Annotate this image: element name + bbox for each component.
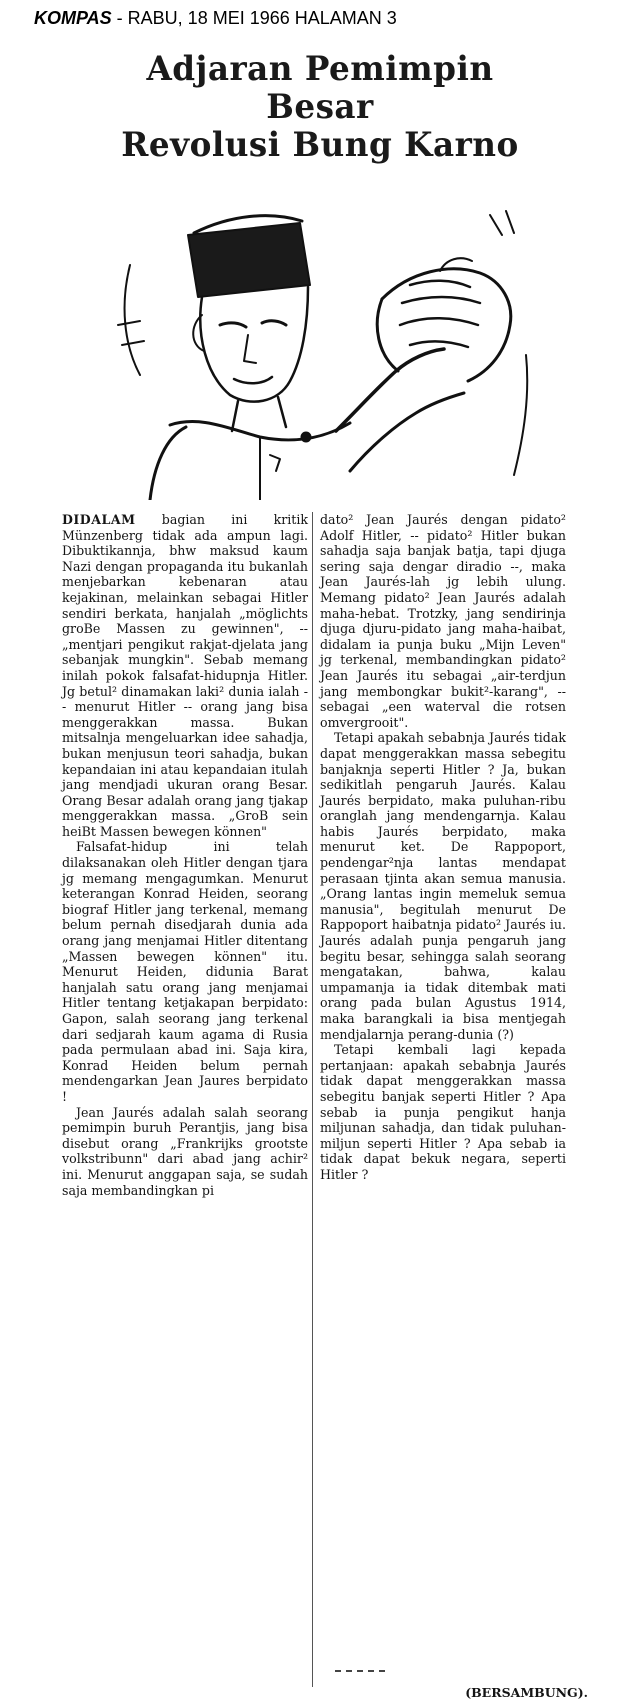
column-divider <box>312 512 313 1687</box>
speaker-illustration <box>110 175 540 500</box>
title-line-1: Adjaran Pemimpin Besar <box>146 49 494 128</box>
article-title <box>80 50 560 164</box>
article-paragraph: Falsafat-hidup ini telah dilaksanakan oleh Hitler dengan tjara jg memang mengagumkan. Menurut keterangan Konrad Heiden, seorang biograf Hitler jang terkenal, memang belum pernah disedjarah dunia ada orang jang menjamai Hitler ditentang „Massen bewegen können" itu. Menurut Heiden, didunia Barat hanjalah satu orang jang menjamai Hitler tentang ketjakapan berpidato: Gapon, salah seorang jang terkenal dari sedjarah kaum agama di Rusia pada permulaan abad ini. Saja kira, Konrad Heiden belum pernah mendengarkan Jean Jaures berpidato ! <box>62 839 308 1104</box>
continued-notice: (BERSAMBUNG). <box>465 1685 588 1700</box>
article-paragraph: Tetapi apakah sebabnja Jaurés tidak dapat menggerakkan massa sebegitu banjaknja seperti Hitler ? Ja, bukan sedikitlah pengaruh Jaurés. Kalau Jaurés berpidato, maka puluhan-ribu oranglah jang mendengarnja. Kalau habis Jaurés berpidato, maka menurut ket. De Rappoport, pendengar²nja lantas mendapat perasaan tjinta akan semua manusia. „Orang lantas ingin memeluk semua manusia", begitulah menurut De Rappoport haibatnja pidato² Jaurés iu. Jaurés adalah punja pengaruh jang begitu besar, sehingga salah seorang mengatakan, bahwa, kalau umpamanja ia tidak ditembak mati orang pada bulan Agustus 1914, maka barangkali ia bisa mentjegah mendjalarnja perang-dunia (?) <box>320 730 566 1042</box>
newspaper-header <box>34 8 594 32</box>
opening-word: DIDALAM <box>62 512 136 527</box>
article-column-left <box>62 512 308 1198</box>
title-line-2: Revolusi Bung Karno <box>121 125 519 166</box>
newspaper-name: KOMPAS <box>34 8 112 28</box>
paragraph-text: bagian ini kritik Münzenberg tidak ada ampun lagi. Dibuktikannja, bhw maksud kaum Nazi dengan propaganda itu bukanlah menjebarkan kebenaran atau kejakinan, melainkan sebagai Hitler sendiri berkata, hanjalah „möglichts groBe Massen zu gewinnen", -- „mentjari pengikut rakjat-djelata jang sebanjak mungkin". Sebab memang inilah pokok falsafat-hidupnja Hitler. Jg betul² dinamakan laki² dunia ialah -- menurut Hitler -- orang jang bisa menggerakkan massa. Bukan mitsalnja mengeluarkan idee sahadja, bukan menjusun teori sahadja, bukan kepandaian ini atau kepandaian itulah jang mendjadi ukuran orang Besar. Orang Besar adalah orang jang tjakap menggerakkan massa. „GroB sein heiBt Massen bewegen können" <box>62 512 308 839</box>
article-paragraph <box>62 512 308 839</box>
article-column-right <box>320 512 566 1183</box>
end-mark <box>335 1670 385 1672</box>
issue-date-page: - RABU, 18 MEI 1966 HALAMAN 3 <box>111 8 397 28</box>
article-paragraph: dato² Jean Jaurés dengan pidato² Adolf Hitler, -- pidato² Hitler bukan sahadja saja banjak batja, tapi djuga sering saja dengar diradio --, maka Jean Jaurés-lah jg lebih ulung. Memang pidato² Jean Jaurés adalah maha-hebat. Trotzky, jang sendirinja djuga djuru-pidato jang maha-haibat, didalam ia punja buku „Mijn Leven" jg terkenal, membandingkan pidato² Jean Jaurés itu sebagai „air-terdjun jang membongkar bukit²-karang", -- sebagai „een waterval die rotsen omvergrooit". <box>320 512 566 730</box>
article-paragraph: Jean Jaurés adalah salah seorang pemimpin buruh Perantjis, jang bisa disebut orang „Frankrijks grootste volkstribunn" dari abad jang achir² ini. Menurut anggapan saja, se sudah saja membandingkan pi <box>62 1104 308 1198</box>
article-paragraph: Tetapi kembali lagi kepada pertanjaan: apakah sebabnja Jaurés tidak dapat menggerakkan massa sebegitu banjak seperti Hitler ? Apa sebab ia punja pengikut hanja miljunan sahadja, dan tidak puluhan-miljun seperti Hitler ? Apa sebab ia tidak dapat bekuk negara, seperti Hitler ? <box>320 1042 566 1182</box>
